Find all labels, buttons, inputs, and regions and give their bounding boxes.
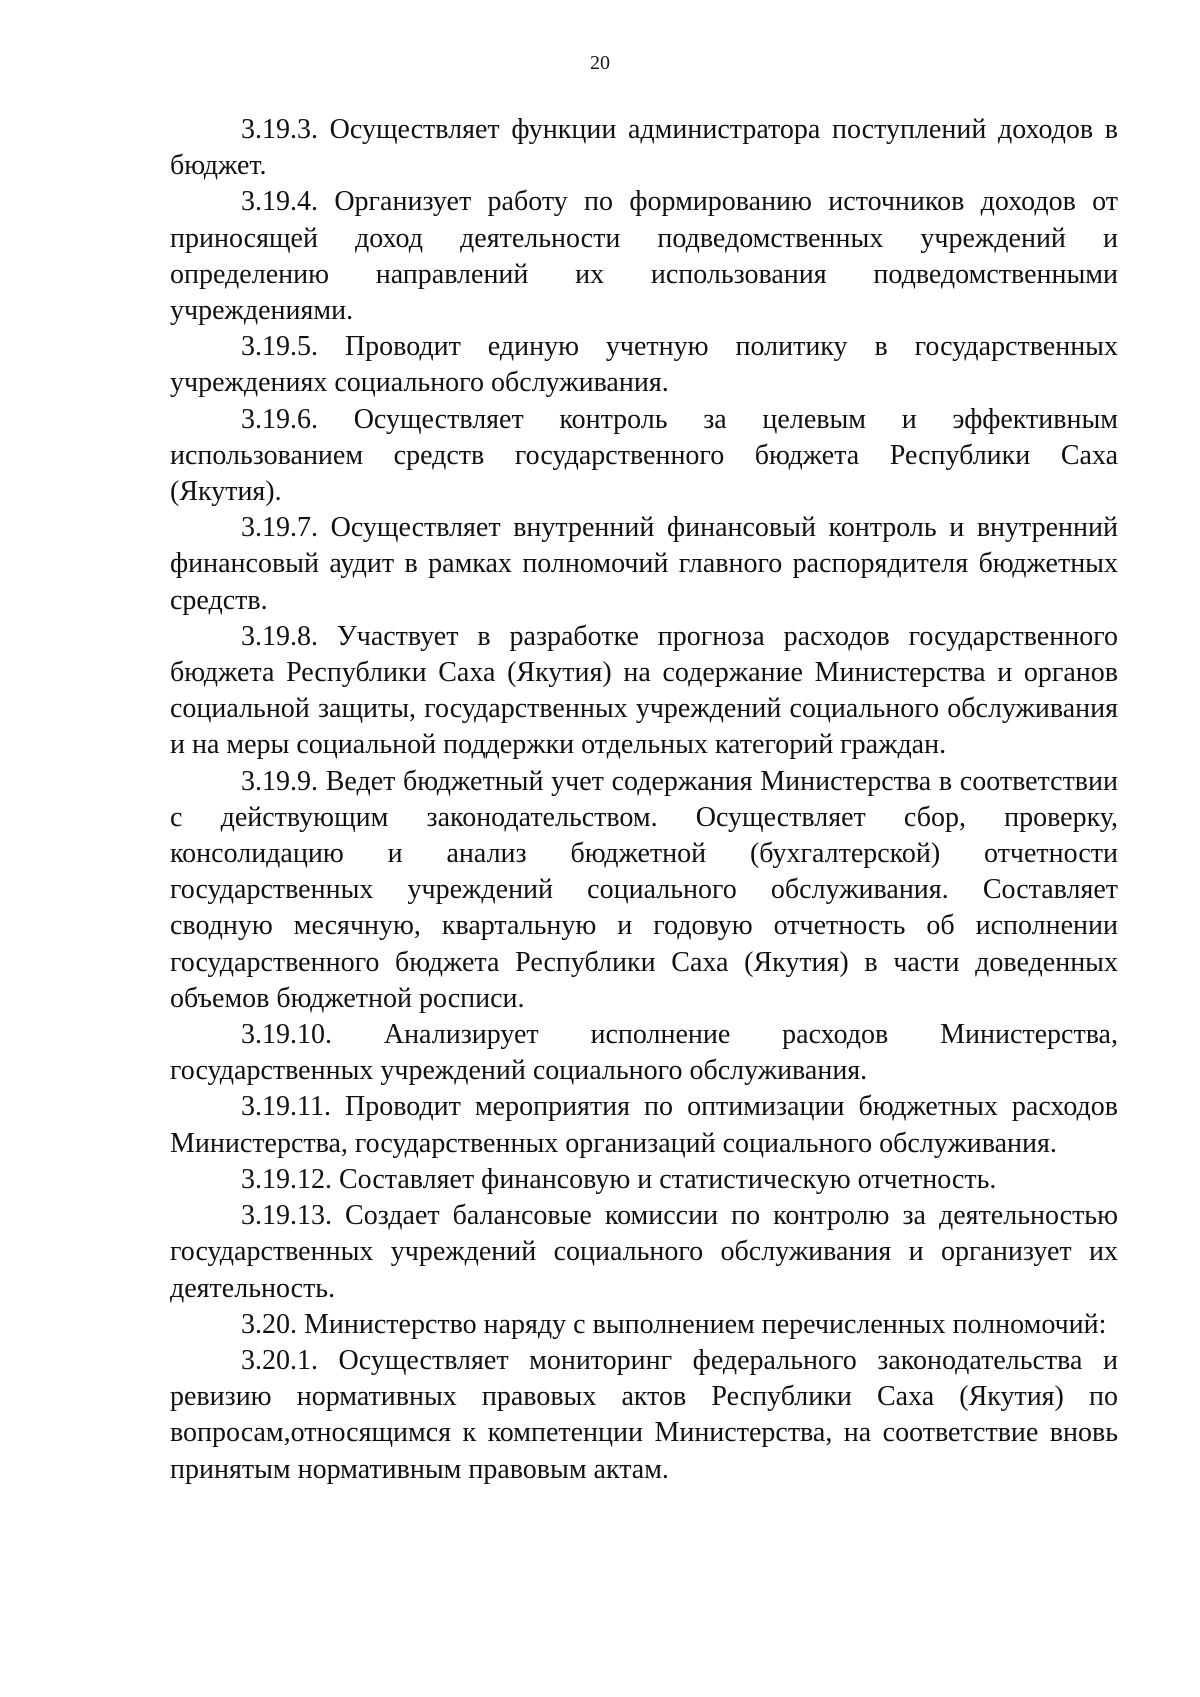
paragraph-3-19-12: 3.19.12. Составляет финансовую и статистическую отчетность. — [241, 1163, 997, 1195]
paragraph-3-19-3: 3.19.3. Осуществляет функции администратора поступлений доходов в бюджет. — [170, 114, 1118, 182]
paragraph-3-19-10: 3.19.10. Анализирует исполнение расходов Министерства, государственных учреждений социального обслуживания. — [170, 1019, 1118, 1087]
paragraph-3-19-6: 3.19.6. Осуществляет контроль за целевым и эффективным использованием средств государственного бюджета Республики Саха (Якутия). — [170, 403, 1118, 508]
paragraph-3-19-9: 3.19.9. Ведет бюджетный учет содержания Министерства в соответствии с действующим законодательством. Осуществляет сбор, проверку, консолидацию и анализ бюджетной (бухгалтерской) отчетности государственных учреждений социального обслуживания. Составляет сводную месячную, квартальную и годовую отчетность об исполнении государственного бюджета Республики Саха (Якутия) в части доведенных объемов бюджетной росписи. — [170, 765, 1118, 1014]
page-number: 20 — [590, 52, 610, 74]
paragraph-3-19-7: 3.19.7. Осуществляет внутренний финансовый контроль и внутренний финансовый аудит в рамках полномочий главного распорядителя бюджетных средств. — [170, 512, 1118, 616]
paragraph-3-19-13: 3.19.13. Создает балансовые комиссии по контролю за деятельностью государственных учреждений социального обслуживания и организует их деятельность. — [170, 1200, 1118, 1304]
paragraph-3-20: 3.20. Министерство наряду с выполнением перечисленных полномочий: — [241, 1308, 1107, 1340]
paragraph-3-19-5: 3.19.5. Проводит единую учетную политику в государственных учреждениях социального обслуживания. — [170, 331, 1118, 399]
paragraph-3-19-4: 3.19.4. Организует работу по формированию источников доходов от приносящей доход деятельности подведомственных учреждений и определению направлений их использования подведомственными учреждениями. — [170, 186, 1118, 327]
paragraph-3-20-1: 3.20.1. Осуществляет мониторинг федерального законодательства и ревизию нормативных правовых актов Республики Саха (Якутия) по вопросам,относящимся к компетенции Министерства, на соответствие вновь принятым нормативным правовым актам. — [170, 1344, 1118, 1485]
document-body — [170, 112, 1118, 1488]
paragraph-3-19-11: 3.19.11. Проводит мероприятия по оптимизации бюджетных расходов Министерства, государственных организаций социального обслуживания. — [170, 1091, 1118, 1159]
paragraph-3-19-8: 3.19.8. Участвует в разработке прогноза расходов государственного бюджета Республики Саха (Якутия) на содержание Министерства и органов социальной защиты, государственных учреждений социального обслуживания и на меры социальной поддержки отдельных категорий граждан. — [170, 620, 1118, 761]
